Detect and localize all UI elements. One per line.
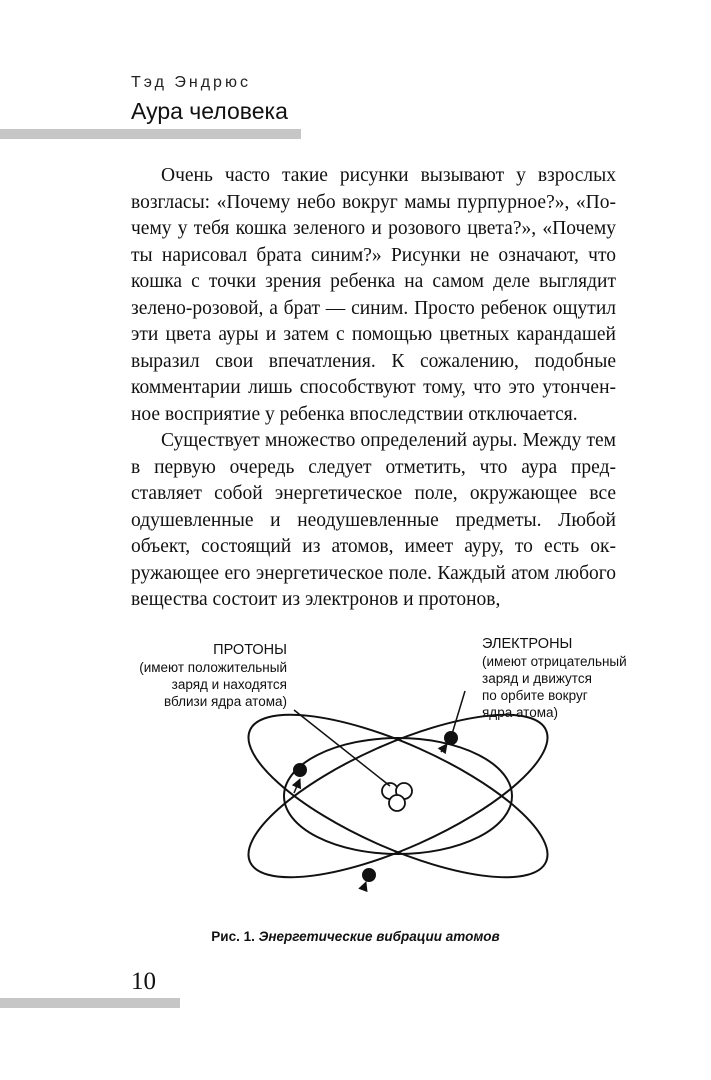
electrons-label: [482, 636, 672, 721]
protons-heading: ПРОТОНЫ: [213, 642, 287, 658]
electrons-desc-line: заряд и движутся: [482, 671, 592, 686]
electron-top-right: [444, 731, 458, 745]
motion-arrow-bottom: [363, 882, 366, 890]
caption-text: Энергетические вибрации атомов: [258, 929, 500, 944]
running-head-title: Аура человека: [131, 98, 288, 124]
electrons-desc-line: (имеют отрицательный: [482, 654, 627, 669]
electrons-desc-line: по орбите вокруг: [482, 688, 588, 703]
footer-rule: [0, 998, 180, 1008]
protons-label: [87, 642, 287, 710]
paragraph: Очень часто такие рисунки вызывают у взрослых возгласы: «Почему небо вокруг мамы пурпурное?», «Почему у тебя кошка зеленого и розового цвета?», «Почему ты нарисовал брата синим?» Рисунки не означают, что кошка с точки зрения ребенка на самом деле выглядит зелено-розовой, а брат — синим. Просто ребенок ощутил эти цвета ауры и затем с помощью цветных карандашей выразил свои впечатления. К сожалению, подобные комментарии лишь способствуют тому, что это утонченное восприятие у ребенка впоследствии отключается.: [131, 165, 616, 425]
protons-desc-line: заряд и находятся: [171, 677, 287, 692]
motion-arrow-left: [294, 779, 300, 793]
body-text: [131, 163, 616, 614]
motion-arrow-right: [441, 744, 447, 752]
electrons-desc-line: ядра атома): [482, 705, 558, 720]
caption-prefix: Рис. 1.: [211, 929, 255, 944]
electrons-pointer: [452, 691, 465, 734]
electron-left: [293, 763, 307, 777]
protons-desc-line: (имеют положительный: [139, 660, 287, 675]
paragraph: Существует множество определений ауры. Между тем в первую очередь следует отметить, что аура представляет собой энергетическое поле, окружающее все одушевленные и неодушевленные предметы. Любой объект, состоящий из атомов, имеет ауру, то есть окружающее его энергетическое поле. Каждый атом любого вещества состоит из электронов и протонов,: [131, 430, 616, 610]
page-number: 10: [131, 968, 156, 995]
running-head-author: Тэд Эндрюс: [131, 74, 251, 91]
nucleus: [382, 783, 412, 811]
figure-caption: [0, 929, 711, 944]
atom-figure: [110, 628, 630, 918]
electrons-heading: ЭЛЕКТРОНЫ: [482, 636, 573, 652]
header-rule: [0, 129, 301, 139]
protons-desc-line: вблизи ядра атома): [163, 694, 287, 709]
electron-bottom: [362, 868, 376, 882]
